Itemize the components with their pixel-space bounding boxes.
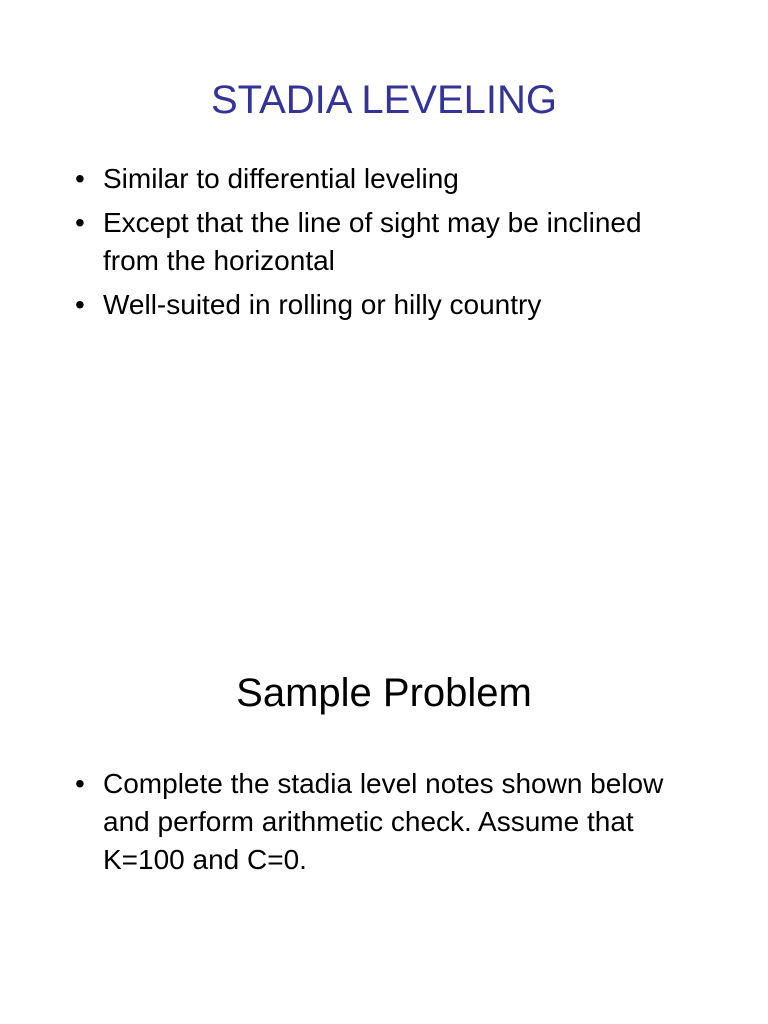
bullet-item [75, 765, 675, 879]
bullet-item [75, 204, 675, 280]
slide-sample-problem [0, 512, 768, 1024]
bullet-text: Complete the stadia level notes shown below and perform arithmetic check. Assume that K=100 and C=0. [103, 768, 664, 875]
bullet-text: Well-suited in rolling or hilly country [103, 289, 542, 320]
bullet-item [75, 160, 675, 198]
bullet-marker: • [75, 207, 85, 238]
bullet-text: Except that the line of sight may be inclined from the horizontal [103, 207, 642, 276]
bullet-list [75, 765, 675, 879]
bullet-marker: • [75, 163, 85, 194]
bullet-text: Similar to differential leveling [103, 163, 459, 194]
slide-title: Sample Problem [236, 671, 532, 715]
slide-title: STADIA LEVELING [210, 78, 558, 122]
bullet-list [75, 160, 675, 330]
bullet-marker: • [75, 289, 85, 320]
bullet-item [75, 286, 675, 324]
bullet-marker: • [75, 768, 85, 799]
